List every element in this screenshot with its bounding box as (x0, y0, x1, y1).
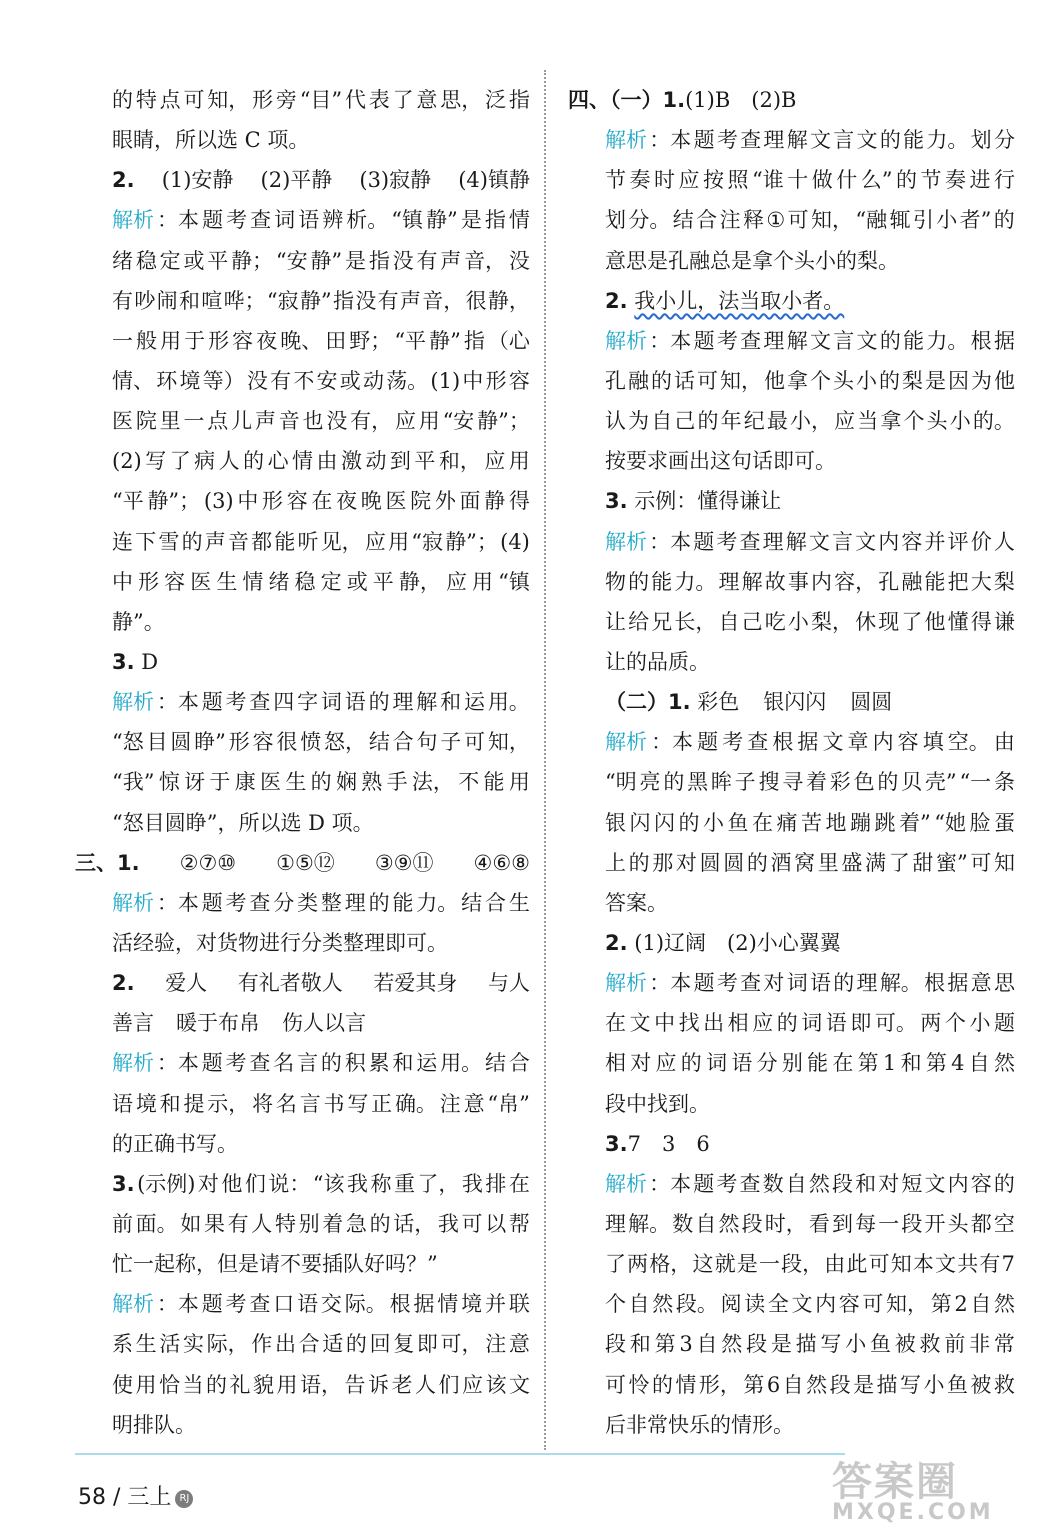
text-line: 节 奏 时 应 按 照 “谁 十 做 什 么” 的 节 奏 进 行 (605, 168, 1015, 193)
question-number: 1. (117, 850, 140, 875)
text-line: 段 和 第 3 自 然 段 是 描 写 小 鱼 被 救 前 非 常 (605, 1332, 1015, 1357)
text-line: “我” 惊 讶 于 康 医 生 的 娴 熟 手 法， 不 能 用 (112, 770, 530, 795)
analysis-line: 解析 ：本 题 考 查 根 据 文 章 内 容 填 空。 由 (605, 722, 1015, 762)
text-line: 情、 环 境 等） 没 有 不 安 或 动 荡。 (1) 中 形 容 (112, 368, 530, 393)
text-line: 按要求画出这句话即可。 (605, 449, 836, 474)
question-number: 2. (605, 288, 628, 313)
answer-line: 3. 示例：懂得谦让 (605, 481, 1015, 521)
answer-line: 3. D (112, 642, 530, 682)
answer-line: 2. (1)辽阔 (2)小心翼翼 (605, 923, 1015, 963)
text-line: 在 文 中 找 出 相 应 的 词 语 即 可。 两 个 小 题 (605, 1011, 1015, 1036)
column-divider (544, 70, 546, 1450)
text-line: 系 生 活 实 际， 作 出 合 适 的 回 复 即 可， 注 意 (112, 1332, 530, 1357)
text-line: 一 般 用 于 形 容 夜 晚、 田 野； “平 静” 指 （心 (112, 328, 530, 353)
question-number: 2. (605, 930, 628, 955)
answer-line: 善言 暖于布帛 伤人以言 (112, 1011, 366, 1036)
text-line: 理 解。 数 自 然 段 时， 看 到 每 一 段 开 头 都 空 (605, 1211, 1015, 1236)
text-line: 活经验，对货物进行分类整理即可。 (112, 930, 448, 955)
answer-line: 3. 7 3 6 (605, 1124, 1015, 1164)
text-line: 银 闪 闪 的 小 鱼 在 痛 苦 地 蹦 跳 着” “她 脸 蛋 (605, 810, 1015, 835)
question-number: 2. (112, 168, 135, 193)
left-column (75, 80, 530, 1445)
text-line: 相 对 应 的 词 语 分 别 能 在 第 1 和 第 4 自 然 (605, 1051, 1015, 1076)
text-line: 意思是孔融总是拿个头小的梨。 (605, 248, 899, 273)
watermark-logo: 答案圈 (832, 1459, 958, 1505)
question-number: 3. (605, 489, 628, 514)
analysis-label: 解析 (112, 890, 154, 915)
question-number: 3. (605, 1131, 628, 1156)
text-line: 上 的 那 对 圆 圆 的 酒 窝 里 盛 满 了 甜 蜜” 可 知 (605, 850, 1015, 875)
analysis-label: 解析 (605, 128, 647, 153)
text-line: 使 用 恰 当 的 礼 貌 用 语， 告 诉 老 人 们 应 该 文 (112, 1372, 530, 1397)
text-line: 可 怜 的 情 形， 第 6 自 然 段 是 描 写 小 鱼 被 救 (605, 1372, 1015, 1397)
text-line: 的 特 点 可 知， 形 旁 “目” 代 表 了 意 思， 泛 指 (112, 88, 530, 112)
section-label: 三、 (75, 850, 117, 875)
analysis-line: 解析 ：本 题 考 查 理 解 文 言 文 内 容 并 评 价 人 (605, 522, 1015, 562)
text-line: 医 院 里 一 点 儿 声 音 也 没 有， 应 用 “安 静”； (112, 409, 530, 434)
text-line: 让的品质。 (605, 649, 710, 674)
answer-line: 四、（一） 1. (1)B (2)B (568, 80, 1015, 120)
text-line: 物 的 能 力。 理 解 故 事 内 容， 孔 融 能 把 大 梨 (605, 569, 1015, 594)
analysis-line: 解析 ：本 题 考 查 对 词 语 的 理 解。 根 据 意 思 (605, 963, 1015, 1003)
analysis-label: 解析 (605, 1171, 647, 1196)
text-line: 明排队。 (112, 1412, 196, 1437)
question-number: 1. (668, 690, 691, 715)
analysis-label: 解析 (605, 971, 647, 996)
text-line: 孔 融 的 话 可 知， 他 拿 个 头 小 的 梨 是 因 为 他 (605, 368, 1015, 393)
text-line: 认 为 自 己 的 年 纪 最 小， 应 当 拿 个 头 小 的。 (605, 409, 1015, 434)
analysis-line: 解析 ：本 题 考 查 分 类 整 理 的 能 力。 结 合 生 (112, 883, 530, 923)
text-line: 的正确书写。 (112, 1131, 238, 1156)
text-line: “明 亮 的 黑 眸 子 搜 寻 着 彩 色 的 贝 壳” “一 条 (605, 770, 1015, 795)
analysis-line: 解析 ：本 题 考 查 四 字 词 语 的 理 解 和 运 用。 (112, 682, 530, 722)
text-line: 绪 稳 定 或 平 静； “安 静” 是 指 没 有 声 音， 没 (112, 248, 530, 273)
footer-rule (75, 1453, 845, 1455)
text-line: 连 下 雪 的 声 音 都 能 听 见， 应 用 “寂 静”； (4) (112, 529, 530, 554)
text-line: 段中找到。 (605, 1091, 710, 1116)
text-line: 忙一起称，但是请不要插队好吗？” (112, 1252, 438, 1277)
watermark-url: MXQE.COM (832, 1500, 994, 1525)
analysis-line: 解析 ：本 题 考 查 口 语 交 际。 根 据 情 境 并 联 (112, 1284, 530, 1324)
text-line: 前 面。 如 果 有 人 特 别 着 急 的 话， 我 可 以 帮 (112, 1211, 530, 1236)
text-line: 中 形 容 医 生 情 绪 稳 定 或 平 静， 应 用 “镇 (112, 569, 530, 594)
text-line: 后非常快乐的情形。 (605, 1412, 794, 1437)
answer-line: （二） 1. 彩色 银闪闪 圆圆 (605, 682, 1015, 722)
question-number: 3. (112, 1171, 135, 1196)
text-line: 静”。 (112, 609, 165, 634)
analysis-label: 解析 (605, 328, 647, 353)
answer-line: 2. (1)安静 (2)平静 (3)寂静 (4)镇静 (112, 160, 530, 200)
analysis-line: 解析 ：本 题 考 查 名 言 的 积 累 和 运 用。 结 合 (112, 1043, 530, 1083)
analysis-line: 解析 ：本 题 考 查 词 语 辨 析。 “镇 静” 是 指 情 (112, 200, 530, 240)
answer-line: 三、1. ②⑦⑩ ①⑤⑫ ③⑨⑪ ④⑥⑧ (75, 843, 530, 883)
underlined-quote: 我小儿，法当取小者。 (634, 288, 845, 313)
text-line: “怒 目 圆 睁” 形 容 很 愤 怒， 结 合 句 子 可 知， (112, 730, 530, 755)
text-line: 语 境 和 提 示， 将 名 言 书 写 正 确。 注 意 “帛” (112, 1091, 530, 1116)
question-number: 2. (112, 971, 135, 996)
section-label: （二） (605, 690, 668, 715)
analysis-label: 解析 (112, 1051, 154, 1076)
page-number: 58 / 三上 RJ (78, 1480, 193, 1511)
text-line: “平 静”； (3) 中 形 容 在 夜 晚 医 院 外 面 静 得 (112, 489, 530, 514)
analysis-line: 解析 ：本 题 考 查 理 解 文 言 文 的 能 力。 划 分 (605, 120, 1015, 160)
answer-line: 3. (示例) 对 他 们 说： “该 我 称 重 了， 我 排 在 (112, 1164, 530, 1204)
text-line: 个 自 然 段。 阅 读 全 文 内 容 可 知， 第 2 自 然 (605, 1292, 1015, 1317)
text-line: 让 给 兄 长， 自 己 吃 小 梨， 休 现 了 他 懂 得 谦 (605, 609, 1015, 634)
analysis-label: 解析 (112, 1292, 154, 1317)
analysis-line: 解析 ：本 题 考 查 理 解 文 言 文 的 能 力。 根 据 (605, 321, 1015, 361)
text-line: 有 吵 闹 和 喧 哗； “寂 静” 指 没 有 声 音， 很 静， (112, 288, 530, 313)
analysis-label: 解析 (605, 730, 647, 755)
analysis-label: 解析 (112, 208, 154, 233)
text-line: “怒目圆睁”，所以选 D 项。 (112, 810, 374, 835)
section-label: 四、（一） (568, 88, 663, 112)
analysis-label: 解析 (112, 690, 154, 715)
right-column (568, 80, 1015, 1445)
watermark (792, 1450, 1022, 1532)
text-line: 答案。 (605, 890, 668, 915)
question-number: 1. (662, 88, 686, 112)
question-number: 3. (112, 649, 135, 674)
text-line: (2) 写 了 病 人 的 心 情 由 激 动 到 平 和， 应 用 (112, 449, 530, 474)
analysis-label: 解析 (605, 529, 647, 554)
text-line: 划 分。 结 合 注 释 ① 可 知， “融 辄 引 小 者” 的 (605, 208, 1015, 233)
answer-line (605, 281, 1015, 321)
edition-tag-icon: RJ (175, 1490, 193, 1508)
answer-line: 2. 爱人 有礼者敬人 若爱其身 与人 (112, 963, 530, 1003)
text-line: 眼睛，所以选 C 项。 (112, 128, 310, 153)
text-line: 了 两 格， 这 就 是 一 段， 由 此 可 知 本 文 共 有 7 (605, 1252, 1015, 1277)
analysis-line: 解析 ：本 题 考 查 数 自 然 段 和 对 短 文 内 容 的 (605, 1164, 1015, 1204)
